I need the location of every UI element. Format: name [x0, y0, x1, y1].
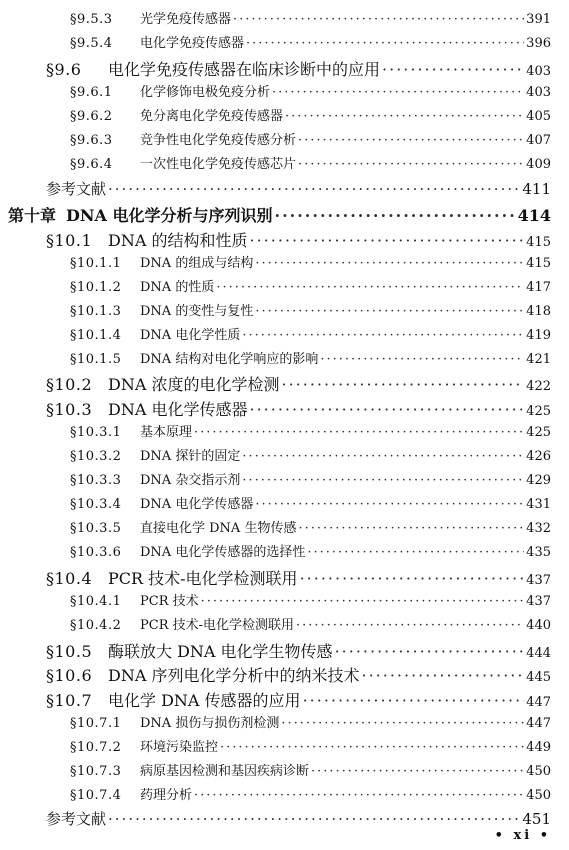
toc-entry [70, 517, 551, 535]
page-number: 391 [526, 12, 551, 27]
page-number: 450 [526, 788, 551, 803]
toc-entry [70, 493, 551, 511]
page-number: 447 [526, 695, 551, 710]
section-number: §10.7.2 [70, 740, 122, 755]
section-title: 电化学免疫传感器在临床诊断中的应用 [108, 60, 381, 79]
page-number: 437 [526, 594, 551, 609]
section-number: §10.3 [46, 400, 93, 419]
toc-entry [46, 57, 551, 79]
page-number: 418 [526, 304, 551, 319]
page-number: 437 [526, 573, 551, 588]
toc-entry [46, 663, 551, 685]
dot-leader [249, 231, 524, 250]
section-number: 第十章 [8, 206, 57, 225]
toc-entry [70, 736, 551, 754]
section-title: 免分离电化学免疫传感器 [140, 109, 284, 124]
section-title: PCR 技术-电化学检测联用 [140, 618, 295, 633]
toc-entry [70, 252, 551, 270]
section-number: §10.3.4 [70, 497, 122, 512]
dot-leader [220, 740, 524, 755]
page-number: 429 [526, 473, 551, 488]
dot-leader [201, 594, 525, 609]
dot-leader [307, 545, 524, 560]
section-title: 药理分析 [140, 788, 193, 803]
page-number: 426 [526, 449, 551, 464]
section-number: §10.1.1 [70, 256, 122, 271]
page-number: 447 [526, 716, 551, 731]
section-title: 光学免疫传感器 [140, 12, 232, 27]
section-title: 化学修饰电极免疫分析 [140, 85, 271, 100]
section-title: 参考文献 [46, 810, 107, 828]
dot-leader [275, 206, 516, 225]
toc-entry [70, 614, 551, 632]
page-number: 414 [517, 206, 551, 225]
toc-entry [70, 153, 551, 171]
page-number: 415 [526, 256, 551, 271]
page-number: 421 [526, 352, 551, 367]
section-number: §10.3.2 [70, 449, 122, 464]
section-number: §10.6 [46, 666, 93, 685]
section-number: §10.1.3 [70, 304, 122, 319]
page-number: 409 [526, 157, 551, 172]
dot-leader [246, 36, 524, 51]
section-title: DNA 浓度的电化学检测 [108, 375, 280, 394]
toc-entry [70, 300, 551, 318]
dot-leader [249, 400, 524, 419]
dot-leader [233, 12, 524, 27]
section-title: 竞争性电化学免疫传感分析 [140, 133, 297, 148]
section-number: §10.1.4 [70, 328, 122, 343]
page-number: 431 [526, 497, 551, 512]
page-number: 396 [526, 36, 551, 51]
section-number: §10.4 [46, 569, 93, 588]
section-title: DNA 的组成与结构 [140, 256, 254, 271]
toc-entry [70, 421, 551, 439]
dot-leader [303, 691, 525, 710]
toc-entry [70, 324, 551, 342]
dot-leader [255, 497, 524, 512]
section-number: §10.7.3 [70, 764, 122, 779]
section-number: §10.7.1 [70, 716, 122, 731]
page-number: 417 [526, 280, 551, 295]
toc-entry [70, 760, 551, 778]
dot-leader [296, 618, 524, 633]
page-number: 407 [526, 133, 551, 148]
dot-leader [300, 569, 525, 588]
toc-entry [70, 712, 551, 730]
toc-entry [46, 228, 551, 250]
section-title: 环境污染监控 [140, 740, 219, 755]
dot-leader [194, 425, 524, 440]
toc-entry [46, 397, 551, 419]
section-number: §10.7.4 [70, 788, 122, 803]
chapter-entry [8, 203, 551, 226]
toc-entry [70, 590, 551, 608]
section-number: §10.1.2 [70, 280, 122, 295]
section-title: DNA 结构对电化学响应的影响 [140, 352, 319, 367]
dot-leader [285, 109, 524, 124]
section-title: DNA 电化学分析与序列识别 [66, 206, 273, 225]
dot-leader [361, 666, 524, 685]
section-title: 病原基因检测和基因疾病诊断 [140, 764, 310, 779]
toc-entry [70, 469, 551, 487]
section-number: §9.6.3 [70, 133, 113, 148]
dot-leader [272, 85, 524, 100]
section-number: §10.2 [46, 375, 93, 394]
page-folio: • xi • [494, 828, 551, 843]
section-title: 电化学 DNA 传感器的应用 [108, 691, 301, 710]
section-title: DNA 的结构和性质 [108, 231, 248, 250]
toc-entry [46, 688, 551, 710]
toc-entry [46, 372, 551, 394]
section-title: DNA 电化学传感器 [140, 497, 254, 512]
page-number: 450 [526, 764, 551, 779]
section-title: DNA 电化学传感器的选择性 [140, 545, 306, 560]
page-number: 411 [522, 180, 551, 198]
section-title: 参考文献 [46, 180, 107, 198]
section-number: §9.5.3 [70, 12, 113, 27]
section-number: §10.5 [46, 642, 93, 661]
section-title: 酶联放大 DNA 电化学生物传感 [108, 642, 333, 661]
section-title: DNA 的性质 [140, 280, 215, 295]
dot-leader [242, 449, 524, 464]
toc-entry [70, 129, 551, 147]
page-number: 425 [526, 425, 551, 440]
section-title: DNA 电化学传感器 [108, 400, 248, 419]
toc-entry [70, 445, 551, 463]
section-number: §10.1.5 [70, 352, 122, 367]
page-number: 422 [526, 379, 551, 394]
dot-leader [216, 280, 524, 295]
section-number: §10.1 [46, 231, 93, 250]
references-entry [46, 808, 551, 829]
section-title: 电化学免疫传感器 [140, 36, 245, 51]
toc-entry [70, 276, 551, 294]
page-number: 419 [526, 328, 551, 343]
toc-entry [70, 81, 551, 99]
section-title: DNA 序列电化学分析中的纳米技术 [108, 666, 360, 685]
toc-entry [70, 32, 551, 50]
dot-leader [281, 716, 524, 731]
dot-leader [242, 473, 524, 488]
section-number: §9.5.4 [70, 36, 113, 51]
section-number: §10.4.1 [70, 594, 122, 609]
section-title: 直接电化学 DNA 生物传感 [140, 521, 297, 536]
section-title: DNA 探针的固定 [140, 449, 241, 464]
references-entry [46, 178, 551, 199]
dot-leader [298, 521, 524, 536]
dot-leader [311, 764, 524, 779]
section-number: §9.6.1 [70, 85, 113, 100]
page-number: 440 [526, 618, 551, 633]
dot-leader [255, 304, 524, 319]
section-number: §9.6 [46, 60, 82, 79]
dot-leader [298, 157, 524, 172]
section-number: §10.4.2 [70, 618, 122, 633]
page-number: 435 [526, 545, 551, 560]
section-title: PCR 技术-电化学检测联用 [108, 569, 298, 588]
page-number: 405 [526, 109, 551, 124]
dot-leader [242, 328, 524, 343]
page-number: 403 [526, 85, 551, 100]
section-number: §10.3.5 [70, 521, 122, 536]
dot-leader [382, 60, 524, 79]
dot-leader [108, 810, 520, 828]
section-number: §10.3.1 [70, 425, 122, 440]
section-title: 基本原理 [140, 425, 193, 440]
section-title: DNA 电化学性质 [140, 328, 241, 343]
dot-leader [320, 352, 524, 367]
section-title: DNA 杂交指示剂 [140, 473, 241, 488]
page-number: 432 [526, 521, 551, 536]
section-number: §9.6.2 [70, 109, 113, 124]
section-number: §10.3.3 [70, 473, 122, 488]
section-title: DNA 的变性与复性 [140, 304, 254, 319]
page-number: 403 [526, 64, 551, 79]
section-number: §10.7 [46, 691, 93, 710]
dot-leader [194, 788, 524, 803]
section-number: §10.3.6 [70, 545, 122, 560]
dot-leader [255, 256, 524, 271]
page-number: 444 [526, 646, 551, 661]
section-title: 一次性电化学免疫传感芯片 [140, 157, 297, 172]
dot-leader [298, 133, 524, 148]
toc-entry [70, 348, 551, 366]
toc-entry [70, 784, 551, 802]
dot-leader [108, 180, 520, 198]
page-number: 415 [526, 235, 551, 250]
toc-entry [46, 566, 551, 588]
page-number: 449 [526, 740, 551, 755]
dot-leader [281, 375, 524, 394]
section-title: PCR 技术 [140, 594, 199, 609]
toc-entry [70, 541, 551, 559]
toc-entry [46, 639, 551, 661]
toc-entry [70, 105, 551, 123]
toc-entry [70, 8, 551, 26]
page-number: 425 [526, 404, 551, 419]
page-number: 445 [526, 670, 551, 685]
section-title: DNA 损伤与损伤剂检测 [140, 716, 280, 731]
dot-leader [335, 642, 525, 661]
section-number: §9.6.4 [70, 157, 113, 172]
page-number: 451 [522, 810, 551, 828]
